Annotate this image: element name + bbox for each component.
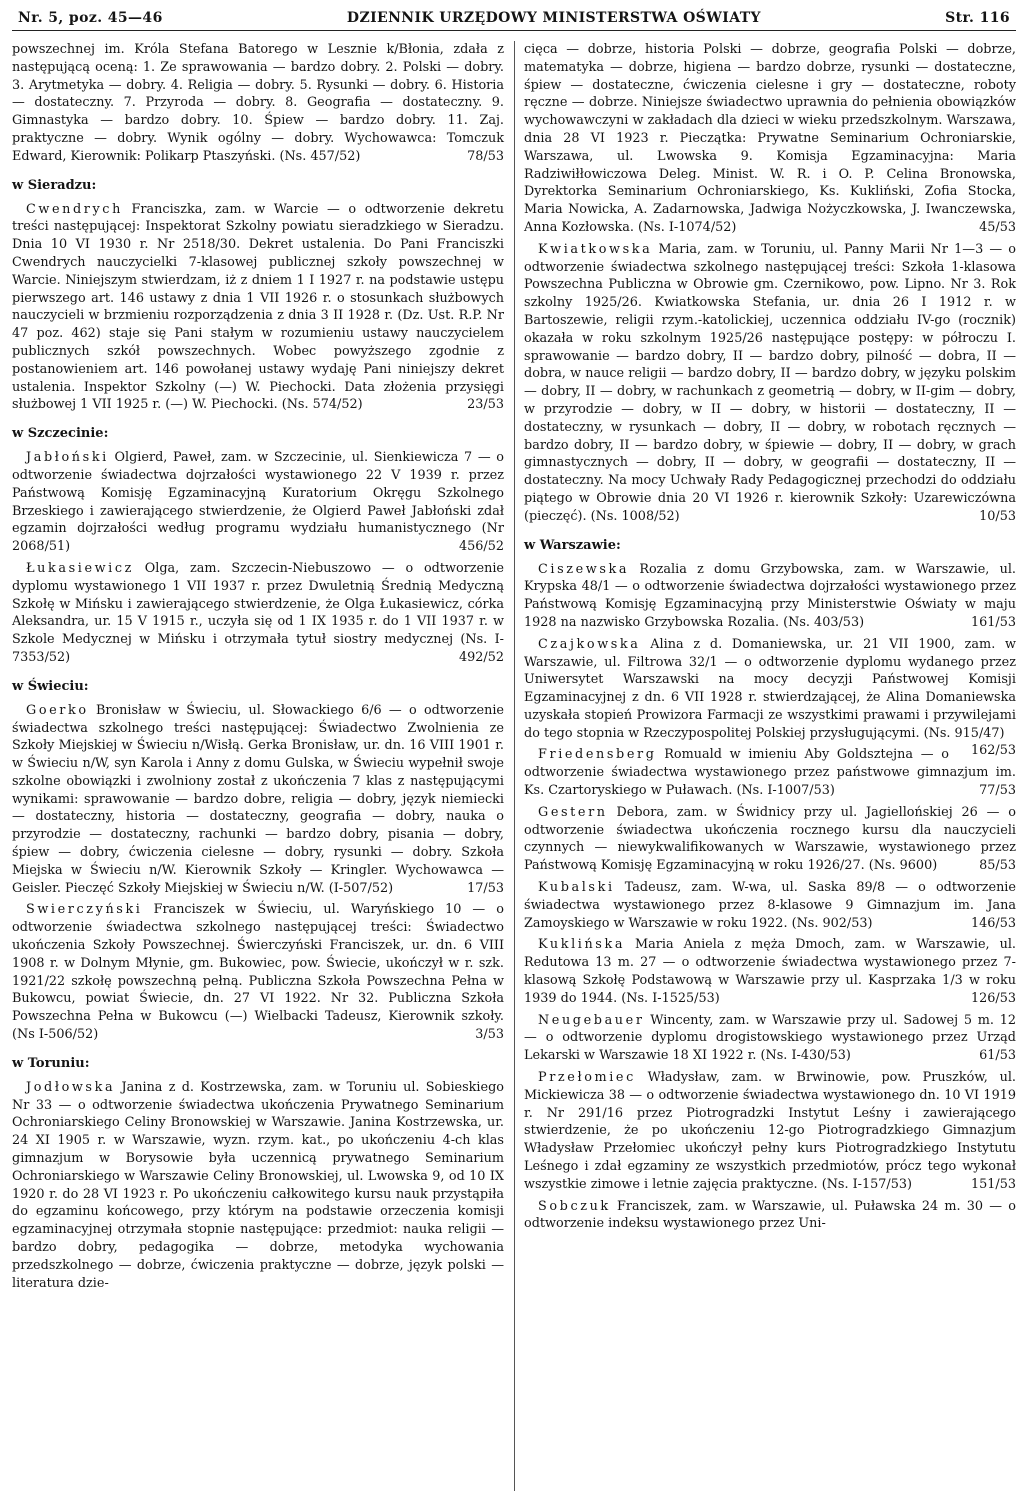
entry-ref: 492/52 <box>458 649 504 665</box>
page-header <box>12 10 1016 30</box>
issue-number: Nr. 5, poz. 45—46 <box>18 10 163 26</box>
notice-entry <box>524 936 1016 1007</box>
surname: Friedensberg <box>538 747 657 763</box>
entry-text: Maria Aniela z męża Dmoch, zam. w Warszawie, ul. Redutowa 13 m. 27 — o odtworzenie świadectwa wystawionego przez 7-klasową Szkołę Podstawową w Warszawie przy ul. Kasprzaka 1/3 w roku 1939 do 1944. (Ns. I-1525/53) <box>524 937 1016 1006</box>
entry-text: powszechnej im. Króla Stefana Batorego w Lesznie k/Błonia, zdała z następującą oceną: 1. Ze sprawowania — bardzo dobry. 2. Polski — dobry. 3. Arytmetyka — dobry. 4. Religia — dobry. 5. Rysunki — dobry. 6. Historia — dostateczny. 7. Przyroda — dobry. 8. Geografia — dostateczny. 9. Gimnastyka — bardzo dobry. 10. Śpiew — bardzo dobry. 11. Zaj. praktyczne — dobry. Wynik ogólny — dobry. Wychowawca: Tomczuk Edward, Kierownik: Polikarp Ptaszyński. (Ns. 457/52) <box>12 42 504 164</box>
entry-ref: 23/53 <box>467 397 504 413</box>
surname: Kwiatkowska <box>538 241 653 257</box>
entry-ref: 10/53 <box>979 508 1016 524</box>
header-rule <box>12 30 1016 31</box>
surname: Czajkowska <box>538 636 641 652</box>
entry-ref: 61/53 <box>979 1048 1016 1064</box>
surname: Przełomiec <box>538 1070 636 1086</box>
surname: Swierczyński <box>26 902 143 918</box>
entry-ref: 146/53 <box>970 915 1016 931</box>
entry-ref: 456/52 <box>458 539 504 555</box>
surname: Jabłoński <box>26 450 109 466</box>
page-number: Str. 116 <box>945 10 1010 26</box>
entry-ref: 78/53 <box>467 148 504 164</box>
notice-entry <box>524 241 1016 526</box>
journal-title: DZIENNIK URZĘDOWY MINISTERSTWA OŚWIATY <box>346 10 761 26</box>
notice-entry <box>524 1069 1016 1194</box>
entry-ref: 45/53 <box>979 219 1016 235</box>
notice-entry <box>524 804 1016 875</box>
surname: Cwendrych <box>26 201 123 217</box>
surname: Gestern <box>538 804 608 820</box>
notice-entry <box>524 1012 1016 1065</box>
surname: Jodłowska <box>26 1079 116 1095</box>
notice-entry <box>524 561 1016 632</box>
entry-ref: 126/53 <box>970 990 1016 1006</box>
entry-text: Franciszka, zam. w Warcie — o odtworzenie dekretu treści następującej: Inspektorat Szkolny powiatu sieradzkiego w Sieradzu. Dnia 10 VI 1930 r. Nr 2518/30. Dekret ustalenia. Do Pani Franciszki Cwendrych nauczycielki 7-klasowej publicznej szkoły powszechnej w Warcie. Niniejszym stwierdzam, iż z dniem 1 I 1927 r. na podstawie ustępu pierwszego art. 146 ustawy z dnia 1 VII 1926 r. o stosunkach służbowych nauczycieli w brzmieniu rozporządzenia z dnia 3 II 1928 r. (Dz. Ust. R.P. Nr 47 poz. 462) staje się Pani stałym w rozumieniu ustawy nauczycielem publicznych szkół powszechnych. Wobec powyższego zgodnie z postanowieniem art. 146 powołanej ustawy wydaję Pani niniejszy dekret ustalenia. Inspektor Szkolny (—) W. Piechocki. Data złożenia przysięgi służbowej 1 VII 1925 r. (—) W. Piechocki. (Ns. 574/52) <box>12 201 504 413</box>
notice-entry <box>12 702 504 898</box>
notice-entry <box>12 901 504 1043</box>
entry-text: Debora, zam. w Świdnicy przy ul. Jagiellońskiej 26 — o odtworzenie świadectwa ukończenia rocznego kursu dla nauczycieli czynnych — niewykwalifikowanych w Warszawie, wystawionego przez Państwową Komisję Egzaminacyjną w roku 1926/27. (Ns. 9600) <box>524 804 1016 874</box>
column-divider <box>514 41 515 1491</box>
section-heading-swiecie: w Świeciu: <box>12 678 89 694</box>
entry-ref: 161/53 <box>970 614 1016 630</box>
entry-text: cięca — dobrze, historia Polski — dobrze, geografia Polski — dobrze, matematyka — dobrze, higiena — bardzo dobrze, rysunki — dostateczne, śpiew — dostateczne, ćwiczenia cielesne i gry — dostateczne, roboty ręczne — dobrze. Niniejsze świadectwo uprawnia do pełnienia obowiązków wychowawczyni w zakładach dla dzieci w wieku przedszkolnym. Warszawa, dnia 28 VI 1923 r. Pieczątka: Prywatne Seminarium Ochroniarskie, Warszawa, ul. Lwowska 9. Komisja Egzaminacyjna: Maria Radziwiłłowiczowa Deleg. Minist. W. R. i O. P. Celina Bronowska, Dyrektorka Seminarium Ochroniarskiego, Ks. Kukliński, Zofia Stocka, Maria Nowicka, A. Zadarnowska, Jadwiga Nożyczkowska, J. Iwanczewska, Anna Kozłowska. (Ns. I-1074/52) <box>524 42 1016 235</box>
entry-text: Tadeusz, zam. W-wa, ul. Saska 89/8 — o odtworzenie świadectwa wystawionego przez 8-klasowe 9 Gimnazjum im. Jana Zamoyskiego w Warszawie w roku 1922. (Ns. 902/53) <box>524 880 1016 931</box>
notice-entry <box>12 1079 504 1293</box>
entry-ref: 162/53 <box>970 743 1016 759</box>
notice-entry <box>12 201 504 415</box>
entry-ref: 77/53 <box>979 783 1016 799</box>
entry-text: Franciszek w Świeciu, ul. Waryńskiego 10 — o odtworzenie świadectwa szkolnego następującej treści: Świadectwo ukończenia Szkoły Powszechnej. Świerczyński Franciszek, ur. dn. 6 VIII 1908 r. w Dolnym Młynie, gm. Bukowiec, pow. Świecie, ukończył w r. szk. 1921/22 szkołę powszechną pełną. Publiczna Szkoła Powszechna Pełna w Bukowcu, powiat Świecie, dn. 27 VI 1922. Nr 32. Publiczna Szkoła Powszechna Pełna w Bukowcu (—) Wielbacki Tadeusz, Kierownik szkoły. (Ns I-506/52) <box>12 902 504 1043</box>
left-column <box>12 41 510 1491</box>
notice-entry <box>524 1198 1016 1234</box>
surname: Goerko <box>26 702 89 718</box>
section-heading-sieradz: w Sieradzu: <box>12 177 97 193</box>
entry-text: Franciszek, zam. w Warszawie, ul. Puławska 24 m. 30 — o odtworzenie indeksu wystawionego przez Uni- <box>524 1198 1016 1232</box>
surname: Kubalski <box>538 880 615 896</box>
surname: Łukasiewicz <box>26 560 134 576</box>
entry-text: Janina z d. Kostrzewska, zam. w Toruniu ul. Sobieskiego Nr 33 — o odtworzenie świadectwa ukończenia Prywatnego Seminarium Ochroniarskiego Celiny Bronowskiej w Warszawie. Janina Kostrzewska, ur. 24 XI 1905 r. w Warszawie, wyzn. rzym. kat., po ukończeniu 4-ch klas gimnazjum w Borysowie była uczennicą prywatnego Seminarium Ochroniarskiego w Warszawie Celiny Bronowskiej, ul. Lwowska 9, od 10 IX 1920 r. do 28 VI 1923 r. Po ukończeniu całkowitego kursu nauk przystąpiła do egzaminu końcowego, przy którym na podstawie orzeczenia komisji egzaminacyjnej otrzymała stopnie następujące: przedmiot: nauka religii — bardzo dobry, pedagogika — dobrze, metodyka wychowania przedszkolnego — dobrze, ćwiczenia praktyczne — dobrze, język polski — literatura dzie- <box>12 1079 504 1291</box>
entry-text: Olga, zam. Szczecin-Niebuszowo — o odtworzenie dyplomu wystawionego 1 VII 1937 r. przez Dwuletnią Średnią Medyczną Szkołę w Mińsku i zawierającego stwierdzenie, że Olga Łukasiewicz, córka Aleksandra, ur. 15 V 1915 r., uczyła się od 1 IX 1935 r. do 1 VII 1937 r. w Szkole Medycznej w Mińsku i otrzymała tytuł siostry medycznej (Ns. I-7353/52) <box>12 560 504 665</box>
entry-text: Alina z d. Domaniewska, ur. 21 VII 1900, zam. w Warszawie, ul. Filtrowa 32/1 — o odtworzenie dyplomu wydanego przez Uniwersytet Warszawski na mocy decyzji Państwowej Komisji Egzaminacyjnej z dn. 6 VII 1928 r. stwierdzającej, że Alina Domaniewska uzyskała stopień Prowizora Farmacji ze wszystkimi prawami i przywilejami do tego stopnia w Rzeczypospolitej Polskiej przysługującymi. (Ns. 915/47) <box>524 636 1016 741</box>
surname: Neugebauer <box>538 1012 645 1028</box>
right-column <box>518 41 1016 1491</box>
entry-ref: 17/53 <box>467 880 504 896</box>
continued-entry <box>524 41 1016 237</box>
section-heading-torun: w Toruniu: <box>12 1055 90 1071</box>
surname: Sobczuk <box>538 1198 611 1214</box>
notice-entry <box>12 449 504 556</box>
notice-entry <box>524 746 1016 799</box>
entry-text: Maria, zam. w Toruniu, ul. Panny Marii Nr 1—3 — o odtworzenie świadectwa szkolnego następującej treści: Szkoła 1-klasowa Powszechna Publiczna w Obrowie gm. Czernikowo, pow. Lipno. Nr 3. Rok szkolny 1925/26. Kwiatkowska Stefania, ur. dnia 26 I 1912 r. w Bartoszewie, religii rzym.-katolickiej, uczennica oddziału IV-go (rocznik) okazała w roku szkolnym 1925/26 następujące postępy: w półroczu I. sprawowanie — bardzo dobry, II — bardzo dobry, pilność — dobra, II — dobra, w nauce religii — bardzo dobry, II — bardzo dobry, w języku polskim — dobry, II — dobry, w rachunkach z geometrią — dobry, w II-gim — dobry, w przyrodzie — dobry, w II — dobry, w historii — dostateczny, II — dostateczny, w rysunkach — dobry, II — dobry, w robotach ręcznych — bardzo dobry, II — bardzo dobry, w śpiewie — dobry, II — dobry, w grach gimnastycznych — dobry, II — dobry, w geografii — dostateczny, II — dostateczny. Na mocy Uchwały Rady Pedagogicznej przechodzi do oddziału piątego w Obrowie dnia 20 VI 1926 r. kierownik Szkoły: Uzarewiczówna (pieczęć). (Ns. 1008/52) <box>524 241 1016 524</box>
continued-entry <box>12 41 504 166</box>
entry-ref: 85/53 <box>979 858 1016 874</box>
entry-ref: 151/53 <box>970 1176 1016 1192</box>
section-heading-warszawa: w Warszawie: <box>524 537 621 553</box>
entry-text: Wincenty, zam. w Warszawie przy ul. Sadowej 5 m. 12 — o odtworzenie dyplomu drogistowskiego wystawionego przez Urząd Lekarski w Warszawie 18 XI 1922 r. (Ns. I-430/53) <box>524 1012 1016 1064</box>
entry-text: Bronisław w Świeciu, ul. Słowackiego 6/6 — o odtworzenie świadectwa szkolnego treści następującej: Świadectwo Zwolnienia ze Szkoły Miejskiej w Świeciu n/Wisłą. Gerka Bronisław, ur. dn. 16 VIII 1901 r. w Świeciu n/W, syn Karola i Anny z domu Gulska, w Świeciu wypełnił swoje szkolne obowiązki i zwolniony został z ukończenia 7 klas z następującymi wynikami: sprawowanie — bardzo dobre, religia — dobry, język niemiecki — dostateczny, historia — dostateczny, geografia — dobry, nauka o przyrodzie — dostateczny, rachunki — bardzo dobry, pisania — dobry, śpiew — dobry, ćwiczenia cielesne — dobry, rysunki — dobry. Szkoła Miejska w Świeciu n/W. Kierownik Szkoły — Kringler. Wychowawca — Geisler. Pieczęć Szkoły Miejskiej w Świeciu n/W. (I-507/52) <box>12 702 504 896</box>
entry-text: Rozalia z domu Grzybowska, zam. w Warszawie, ul. Krypska 48/1 — o odtworzenie świadectwa dojrzałości wystawionego przez Państwową Komisję Egzaminacyjną przy Ministerstwie Oświaty w maju 1928 na nazwisko Grzybowska Rozalia. (Ns. 403/53) <box>524 561 1016 630</box>
entry-text: Władysław, zam. w Brwinowie, pow. Pruszków, ul. Mickiewicza 38 — o odtworzenie świadectwa wystawionego dn. 10 VI 1919 r. Nr 291/16 przez Piotrogradzki Instytut Leśny i zawierającego stwierdzenie, że po ukończeniu 12-go Piotrogradzkiego Gimnazjum Władysław Przełomiec ukończył pełny kurs Piotrogradzkiego Instytutu Leśnego i zdał egzaminy ze wszystkich przedmiotów, prócz tego wykonał wszystkie zimowe i letnie zajęcia praktyczne. (Ns. I-157/53) <box>524 1070 1016 1192</box>
entry-text: Olgierd, Paweł, zam. w Szczecinie, ul. Sienkiewicza 7 — o odtworzenie świadectwa dojrzałości wystawionego 22 V 1939 r. przez Państwową Komisję Egzaminacyjną Kuratorium Okręgu Szkolnego Brzeskiego i zawierającego stwierdzenie, że Olgierd Paweł Jabłoński zdał egzamin dojrzałości według programu wydziału humanistycznego (Nr 2068/51) <box>12 450 504 555</box>
section-heading-szczecin: w Szczecinie: <box>12 426 109 442</box>
text-columns <box>12 41 1016 1491</box>
notice-entry <box>12 560 504 667</box>
notice-entry <box>524 879 1016 932</box>
surname: Ciszewska <box>538 561 630 577</box>
entry-ref: 3/53 <box>475 1027 504 1043</box>
entry-text: Romuald w imieniu Aby Goldsztejna — o odtworzenie świadectwa wystawionego przez państwowe gimnazjum im. Ks. Czartoryskiego w Puławach. (Ns. I-1007/53) <box>524 747 1016 799</box>
surname: Kuklińska <box>538 937 626 953</box>
